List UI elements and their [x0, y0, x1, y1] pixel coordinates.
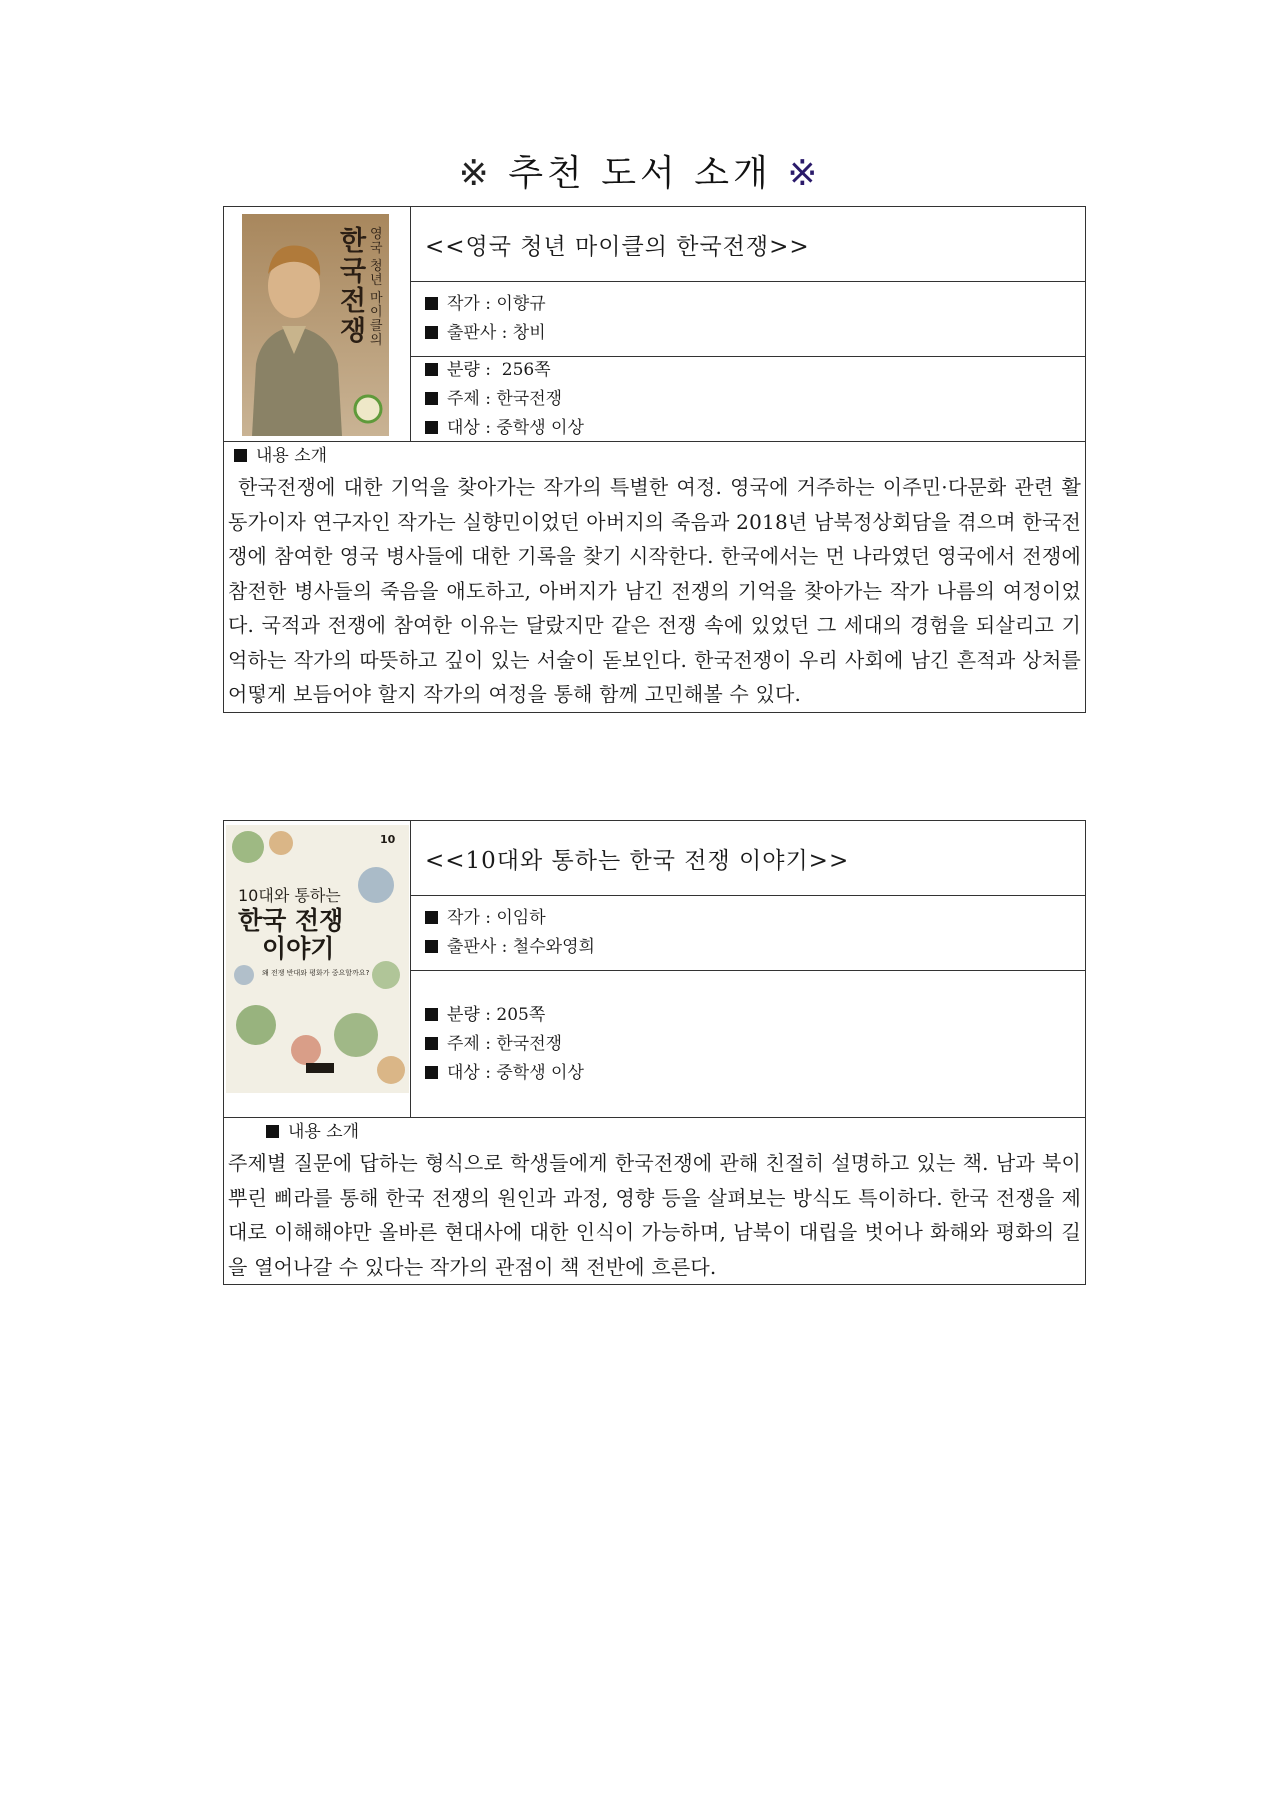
summary-label: 내용 소개: [288, 1122, 360, 1142]
cover-subtitle-char: 국: [370, 241, 383, 256]
book-card-1: [223, 206, 1086, 713]
audience-line: [425, 1059, 1085, 1088]
cover-title-char: 전: [340, 286, 367, 317]
cover-subtitle-char: 의: [370, 333, 383, 348]
cover-line3: 이야기: [262, 934, 335, 963]
reference-mark-right: ※: [787, 153, 822, 194]
book-cover-image: [242, 214, 389, 436]
book-cover-image: [226, 825, 409, 1093]
square-bullet-icon: [425, 297, 438, 310]
square-bullet-icon: [425, 363, 438, 376]
audience-text: 대상 : 중학생 이상: [447, 417, 584, 438]
square-bullet-icon: [425, 911, 438, 924]
cover-subtitle-char: 클: [370, 319, 383, 334]
subject-text: 주제 : 한국전쟁: [447, 388, 563, 409]
square-bullet-icon: [425, 1008, 438, 1021]
cover-line2: 한국 전쟁: [238, 906, 344, 935]
author-text: 작가 : 이임하: [447, 908, 546, 928]
book-details: [411, 207, 1085, 441]
summary-text: 주제별 질문에 답하는 형식으로 학생들에게 한국전쟁에 관해 친절히 설명하고 있는 책. 남과 북이 뿌린 삐라를 통해 한국 전쟁의 원인과 과정, 영향 등을 살펴보는 방식도 특이하다. 한국 전쟁을 제대로 이해해야만 올바른 현대사에 대한 인식이 가능하며, 남북이 대립을 벗어나 화해와 평화의 길을 열어나갈 수 있다는 작가의 관점이 책 전반에 흐른다.: [228, 1151, 1081, 1279]
cover-tagline: 왜 전쟁 반대와 평화가 중요할까요?: [262, 969, 370, 977]
award-seal-icon: [355, 396, 381, 422]
publisher-line: [425, 319, 1085, 348]
square-bullet-icon: [425, 1037, 438, 1050]
cover-subtitle-char: 이: [370, 305, 383, 320]
subject-line: [425, 1030, 1085, 1059]
subject-text: 주제 : 한국전쟁: [447, 1033, 563, 1054]
summary-heading: [224, 1118, 1085, 1146]
publisher-text: 출판사 : 철수와영희: [447, 937, 595, 957]
audience-text: 대상 : 중학생 이상: [447, 1062, 584, 1083]
pages-line: [425, 1001, 1085, 1030]
meta-block: [411, 971, 1085, 1117]
book-title: <<10대와 통하는 한국 전쟁 이야기>>: [411, 821, 1085, 896]
book-info-row: [224, 207, 1085, 442]
cover-subtitle-char: 마: [370, 291, 383, 306]
author-line: [425, 290, 1085, 319]
cover-title-char: 한: [340, 226, 367, 257]
square-bullet-icon: [425, 392, 438, 405]
reference-mark-left: ※: [458, 153, 493, 194]
author-publisher-block: [411, 282, 1085, 357]
cover-title-char: 국: [340, 256, 367, 287]
cover-cell: [224, 207, 411, 441]
cover-subtitle-char: 청: [370, 259, 383, 274]
publisher-text: 출판사 : 창비: [447, 323, 546, 343]
cover-title-char: 쟁: [340, 316, 367, 347]
summary-heading: [224, 442, 1085, 470]
subject-line: [425, 385, 1085, 414]
square-bullet-icon: [425, 940, 438, 953]
page-title: [0, 145, 1280, 196]
cover-line1: 10대와 통하는: [238, 886, 341, 905]
cover-subtitle-char: 년: [370, 273, 383, 288]
square-bullet-icon: [425, 326, 438, 339]
author-text: 작가 : 이향규: [447, 294, 546, 314]
book-card-2: [223, 820, 1086, 1285]
square-bullet-icon: [425, 421, 438, 434]
book-details: [411, 821, 1085, 1117]
publisher-line: [425, 933, 1085, 962]
page-title-text: 추천 도서 소개: [508, 153, 772, 194]
cover-cell: [224, 821, 411, 1117]
author-publisher-block: [411, 896, 1085, 971]
summary-text: 한국전쟁에 대한 기억을 찾아가는 작가의 특별한 여정. 영국에 거주하는 이주민·다문화 관련 활동가이자 연구자인 작가는 실향민이었던 아버지의 죽음과 2018년 남북정상회담을 겪으며 한국전쟁에 참여한 영국 병사들에 대한 기록을 찾기 시작한다. 한국에서는 먼 나라였던 영국에서 전쟁에 참전한 병사들의 죽음을 애도하고, 아버지가 남긴 전쟁의 기억을 찾아가는 작가 나름의 여정이었다. 국적과 전쟁에 참여한 이유는 달랐지만 같은 전쟁 속에 있었던 그 세대의 경험을 되살리고 기억하는 작가의 따뜻하고 깊이 있는 서술이 돋보인다. 한국전쟁이 우리 사회에 남긴 흔적과 상처를 어떻게 보듬어야 할지 작가의 여정을 통해 함께 고민해볼 수 있다.: [228, 475, 1081, 706]
square-bullet-icon: [266, 1125, 279, 1138]
pages-text: 분량 : 256쪽: [447, 359, 551, 380]
cover-subtitle-char: 영: [370, 227, 383, 242]
meta-block: [411, 357, 1085, 441]
audience-line: [425, 414, 1085, 443]
author-line: [425, 904, 1085, 933]
square-bullet-icon: [234, 449, 247, 462]
series-number: 10: [380, 833, 396, 846]
pages-text: 분량 : 205쪽: [447, 1004, 546, 1025]
book-info-row: [224, 821, 1085, 1118]
square-bullet-icon: [425, 1066, 438, 1079]
summary-label: 내용 소개: [256, 446, 328, 466]
pages-line: [425, 356, 1085, 385]
book-title: <<영국 청년 마이클의 한국전쟁>>: [411, 207, 1085, 282]
